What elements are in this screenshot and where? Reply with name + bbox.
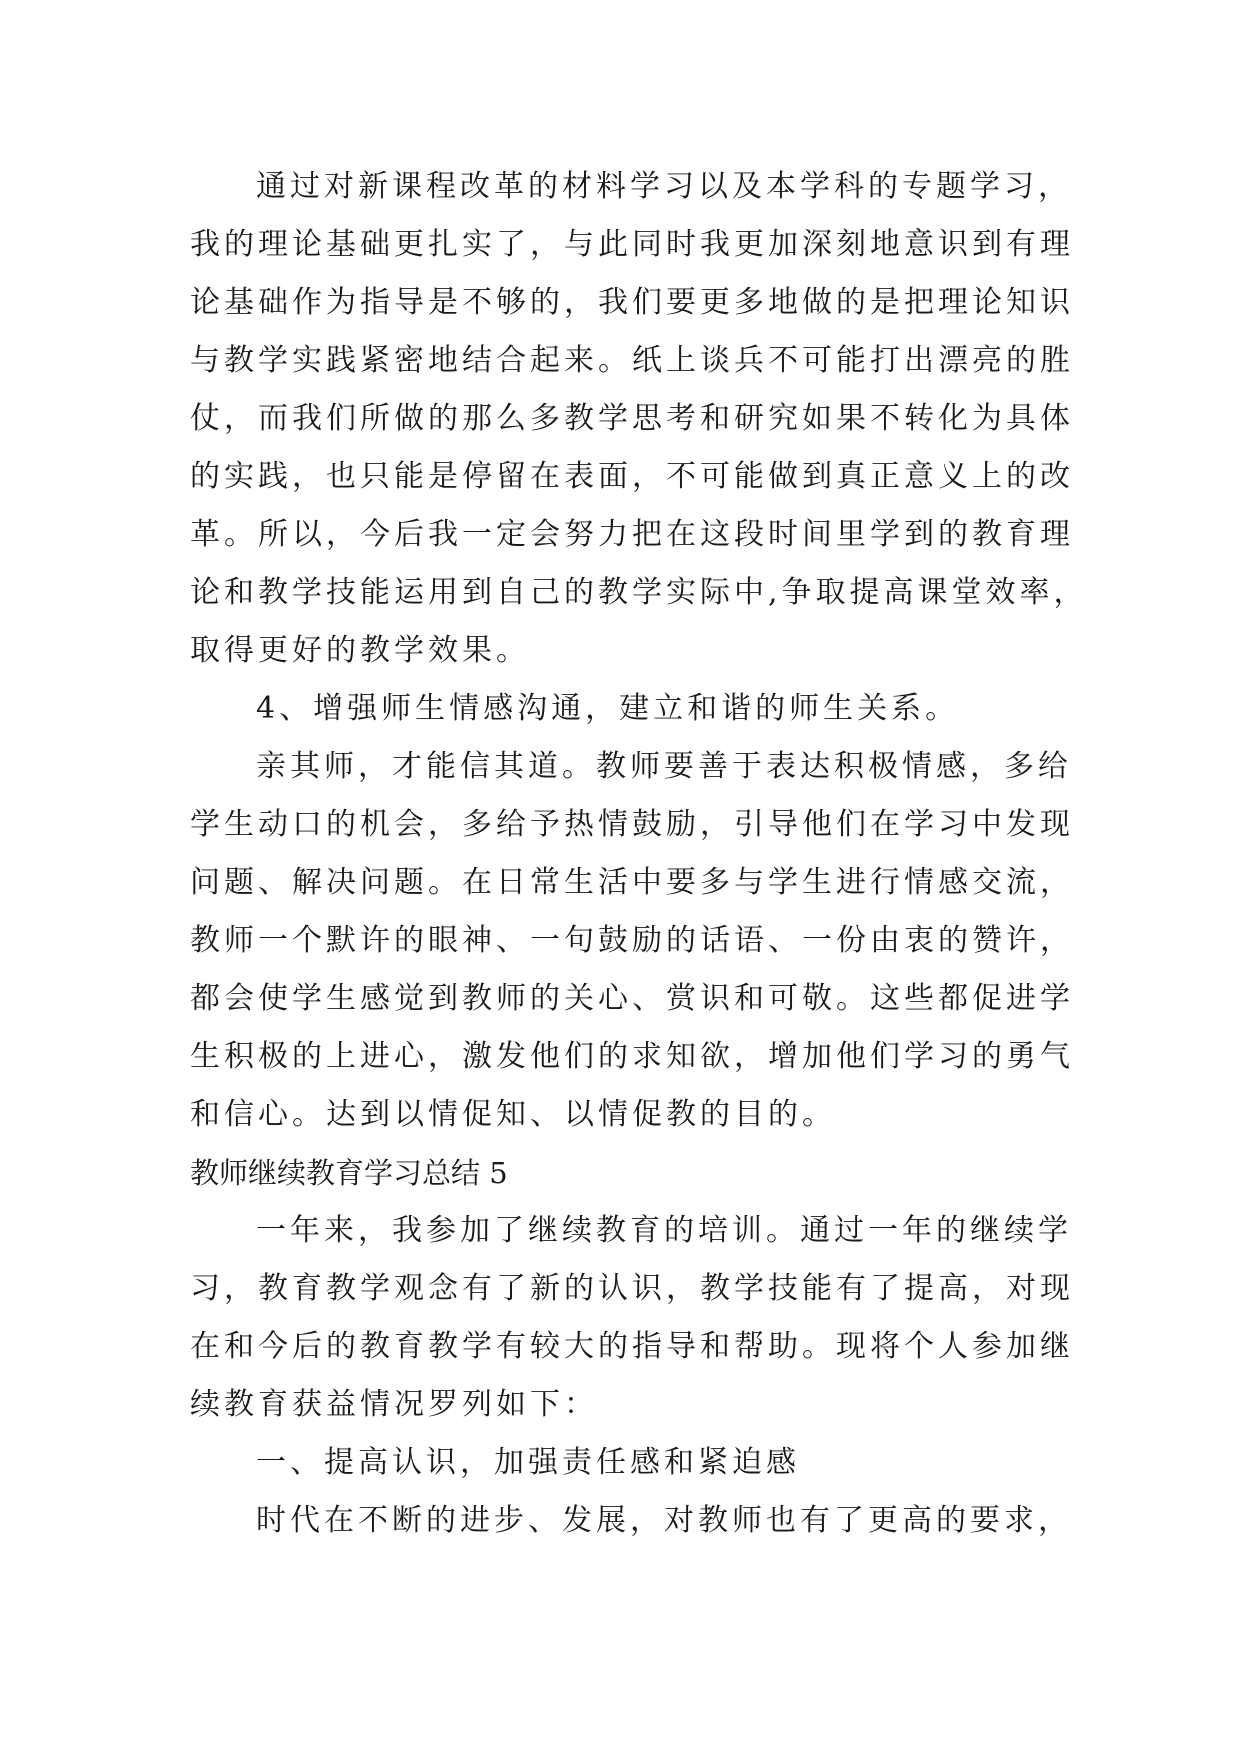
document-body [190, 158, 1088, 1550]
text-line: 学生动口的机会，多给予热情鼓励，引导他们在学习中发现 [190, 807, 1074, 842]
text-line: 亲其师，才能信其道。教师要善于表达积极情感，多给 [256, 749, 1072, 784]
list-item-heading: 一、提高认识，加强责任感和紧迫感 [256, 1445, 800, 1480]
text-line: 时代在不断的进步、发展，对教师也有了更高的要求， [256, 1503, 1072, 1538]
text-line: 论和教学技能运用到自己的教学实际中,争取提高课堂效率， [190, 575, 1088, 610]
text-line: 论基础作为指导是不够的，我们要更多地做的是把理论知识 [190, 285, 1074, 320]
text-line: 问题、解决问题。在日常生活中要多与学生进行情感交流， [190, 865, 1074, 900]
text-line: 一年来，我参加了继续教育的培训。通过一年的继续学 [256, 1213, 1072, 1248]
text-line: 革。所以，今后我一定会努力把在这段时间里学到的教育理 [190, 517, 1074, 552]
text-line: 生积极的上进心，激发他们的求知欲，增加他们学习的勇气 [190, 1039, 1074, 1074]
text-line: 都会使学生感觉到教师的关心、赏识和可敬。这些都促进学 [190, 981, 1074, 1016]
text-line: 与教学实践紧密地结合起来。纸上谈兵不可能打出漂亮的胜 [190, 343, 1074, 378]
text-line: 的实践，也只能是停留在表面，不可能做到真正意义上的改 [190, 459, 1074, 494]
text-line: 仗，而我们所做的那么多教学思考和研究如果不转化为具体 [190, 401, 1074, 436]
text-line: 在和今后的教育教学有较大的指导和帮助。现将个人参加继 [190, 1329, 1074, 1364]
text-line: 和信心。达到以情促知、以情促教的目的。 [190, 1097, 836, 1132]
text-line: 教师一个默许的眼神、一句鼓励的话语、一份由衷的赞许， [190, 923, 1074, 958]
text-line: 习，教育教学观念有了新的认识，教学技能有了提高，对现 [190, 1271, 1074, 1306]
text-line: 我的理论基础更扎实了，与此同时我更加深刻地意识到有理 [190, 227, 1074, 262]
text-line: 通过对新课程改革的材料学习以及本学科的专题学习， [256, 169, 1072, 204]
section-title: 教师继续教育学习总结 5 [190, 1156, 508, 1190]
list-item-heading: 4、增强师生情感沟通，建立和谐的师生关系。 [256, 691, 960, 726]
text-line: 续教育获益情况罗列如下： [190, 1387, 598, 1422]
text-line: 取得更好的教学效果。 [190, 633, 530, 668]
